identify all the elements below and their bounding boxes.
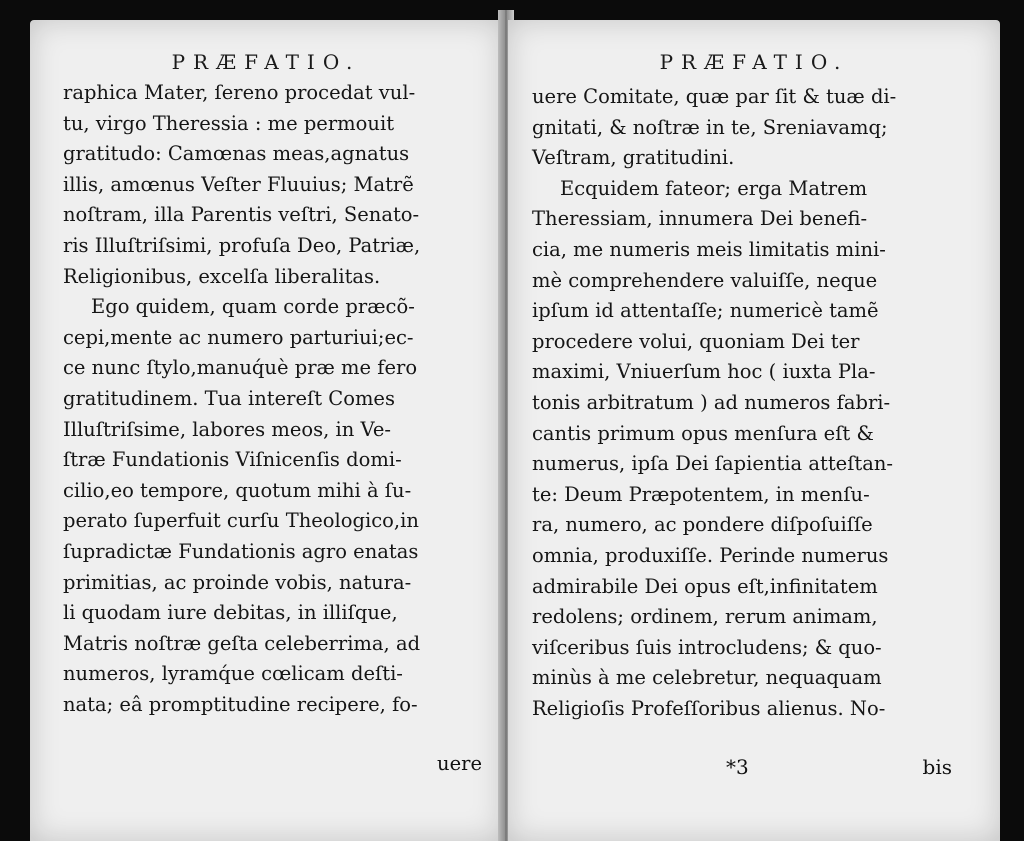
text-line: cilio,eo tempore, quotum mihi à ſu-	[63, 478, 412, 502]
text-line: ſupradictæ Fundationis agro enatas	[63, 539, 419, 563]
text-line: ipſum id attentaſſe; numericè tamẽ	[532, 299, 879, 323]
right-page	[508, 20, 1000, 841]
text-line: Theressiam, innumera Dei benefi-	[532, 207, 868, 231]
text-line: gnitati, & noſtræ in te, Sreniavamq;	[532, 115, 888, 139]
text-line: omnia, produxiſſe. Perinde numerus	[532, 543, 889, 567]
text-line: redolens; ordinem, rerum animam,	[532, 605, 878, 629]
text-line: illis, amœnus Veſter Fluuius; Matrẽ	[63, 172, 414, 196]
text-line: Veſtram, gratitudini.	[532, 146, 735, 170]
text-line: cantis primum opus menſura eſt &	[532, 421, 874, 445]
text-line: gratitudo: Camœnas meas,agnatus	[63, 142, 410, 166]
text-line: ſtræ Fundationis Viſnicenſis domi-	[63, 448, 402, 472]
text-line: procedere volui, quoniam Dei ter	[532, 329, 860, 353]
text-line: tonis arbitratum ) ad numeros fabri-	[532, 390, 891, 414]
right-page-header: PRÆFATIO.	[659, 50, 849, 74]
right-page-catchword: bis	[922, 755, 952, 779]
left-page-catchword: uere	[437, 752, 482, 775]
text-line: cepi,mente ac numero parturiui;ec-	[63, 325, 414, 349]
text-line: Ecquidem fateor; erga Matrem	[560, 176, 868, 200]
text-line: numeros, lyramq́ue cœlicam deſti-	[63, 662, 403, 686]
text-line: ra, numero, ac pondere diſpoſuiſſe	[532, 513, 873, 537]
text-line: perato ſuperfuit curſu Theologico,in	[63, 509, 419, 533]
signature-mark: *3	[726, 755, 749, 779]
text-line: li quodam iure debitas, in illiſque,	[63, 601, 398, 625]
left-page-header: PRÆFATIO.	[171, 50, 361, 74]
text-line: gratitudinem. Tua intereſt Comes	[63, 386, 395, 410]
text-line: Illuſtriſsime, labores meos, in Ve-	[63, 417, 391, 441]
text-line: raphica Mater, ſereno procedat vul-	[63, 81, 416, 104]
text-line: viſceribus ſuis introcludens; & quo-	[532, 635, 882, 659]
text-line: numerus, ipſa Dei ſapientia atteſtan-	[532, 452, 894, 476]
text-line: minùs à me celebretur, nequaquam	[532, 666, 882, 690]
left-page	[30, 20, 502, 841]
right-page-text	[532, 82, 896, 724]
text-line: cia, me numeris meis limitatis mini-	[532, 237, 886, 261]
text-line: nata; eâ promptitudine recipere, fo-	[63, 692, 418, 716]
text-line: mè comprehendere valuiſſe, neque	[532, 268, 878, 292]
text-line: tu, virgo Theressia : me permouit	[63, 111, 395, 135]
text-line: noſtram, illa Parentis veſtri, Senato-	[63, 203, 420, 227]
text-line: Religionibus, excelſa liberalitas.	[63, 264, 381, 288]
left-page-text	[63, 78, 420, 720]
text-line: Religioſis Profeſſoribus alienus. No-	[532, 696, 886, 720]
text-line: primitias, ac proinde vobis, natura-	[63, 570, 412, 594]
text-line: uere Comitate, quæ par ſit & tuæ di-	[532, 85, 897, 108]
text-line: admirabile Dei opus eſt,infinitatem	[532, 574, 878, 598]
text-line: ris Illuſtriſsimi, profuſa Deo, Patriæ,	[63, 233, 421, 257]
text-line: Matris noſtræ geſta celeberrima, ad	[63, 631, 421, 655]
text-line: te: Deum Præpotentem, in menſu-	[532, 482, 870, 506]
text-line: maximi, Vniuerſum hoc ( iuxta Pla-	[532, 360, 876, 384]
text-line: Ego quidem, quam corde præcõ-	[91, 295, 415, 319]
text-line: ce nunc ſtylo,manuq́uè præ me fero	[63, 356, 418, 380]
